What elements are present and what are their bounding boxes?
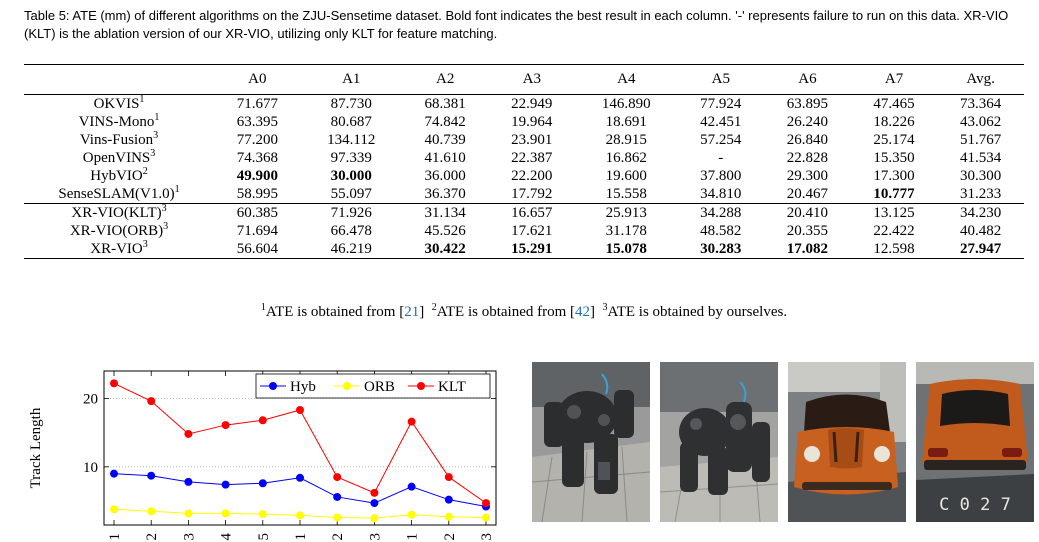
table-cell: 34.810 [700,186,742,202]
column-header: A3 [522,71,541,87]
data-point-hyb [184,478,192,486]
x-tick-label: 3 [367,533,384,541]
x-tick-label: 1 [293,533,309,541]
method-name: HybVIO$^2$ [90,166,148,184]
table-cell: 30.422 [402,240,489,259]
table-row [24,185,1024,204]
data-point-orb [296,511,304,519]
y-tick-label: 20 [83,391,98,408]
table-cell: 51.767 [960,132,1002,148]
table-cell: 74.842 [424,114,466,130]
table-row [24,113,1024,131]
data-point-klt [110,379,118,387]
method-name: XR-VIO(ORB)$^3$ [69,221,169,239]
data-point-hyb [259,479,267,487]
table-row [24,95,1024,114]
track-length-chart [20,362,495,542]
table-cell: 46.219 [301,240,402,259]
column-header: A1 [342,71,361,87]
photo-car-rear [916,362,1034,522]
table-cell: 49.900 [236,168,278,184]
photo-robot-2 [660,362,778,522]
table-cell: 16.657 [488,204,575,223]
table-cell: 17.792 [511,186,553,202]
table-cell: 19.600 [605,168,647,184]
column-header: A7 [884,71,904,87]
table-cell: 45.526 [424,223,466,239]
data-point-orb [408,511,416,519]
table-cell: 30.283 [677,240,764,259]
data-point-klt [482,499,490,507]
table-cell: 13.125 [851,204,938,223]
photo-car-front [788,362,906,522]
y-tick-label: 10 [83,459,98,476]
x-tick-label: 2 [330,533,347,541]
table-cell: 23.901 [511,132,553,148]
table-cell: 34.288 [677,204,764,223]
photo-robot-1 [532,362,650,522]
table-cell: 22.949 [511,96,553,112]
table-cell: 77.924 [700,96,742,112]
citation-link-42[interactable]: 42 [575,304,591,320]
x-tick-label: 3 [479,533,495,541]
x-tick-label: 1 [107,533,123,541]
method-footnote-marker: 3 [163,221,169,232]
data-point-klt [222,421,230,429]
table-cell: 29.300 [786,168,829,184]
legend-label: KLT [438,379,466,395]
legend-swatch-marker [269,382,277,390]
footnote-close-1: ] [419,304,425,320]
table-group-ours [24,204,1024,259]
data-point-klt [147,397,155,405]
method-footnote-marker: 3 [153,130,159,141]
method-footnote-marker: 3 [161,203,167,214]
data-point-orb [184,509,192,517]
table-cell: 63.895 [786,96,829,112]
table-cell: 10.777 [873,186,915,202]
table-cell: 55.097 [330,186,372,202]
table-cell: 134.112 [327,132,376,148]
data-point-klt [408,418,416,426]
table-cell: 22.422 [873,223,915,239]
legend-label: ORB [364,379,395,395]
table-cell: - [718,150,724,166]
data-point-orb [333,513,341,521]
table-group-baselines [24,95,1024,204]
x-tick-label: 3 [181,533,198,541]
table-cell: 40.739 [424,132,466,148]
table-cell: 80.687 [330,114,372,130]
table-cell: 20.410 [764,204,851,223]
table-cell: 22.387 [511,150,553,166]
table-cell: 43.062 [960,114,1002,130]
data-point-orb [482,513,490,521]
table-cell: 30.300 [960,168,1002,184]
legend-swatch-marker [417,382,425,390]
table-cell: 22.200 [511,168,553,184]
footnote-marker-1: 1 [260,302,266,313]
footnote-text-1: ATE is obtained from [ [265,304,405,320]
data-point-hyb [408,483,416,491]
table-cell: 31.233 [960,186,1002,202]
method-footnote-marker: 1 [174,184,180,195]
data-point-hyb [147,472,155,480]
table-cell: 31.134 [402,204,489,223]
method-name: $SenseSLAM(V1.0)^1$ [58,184,180,202]
data-point-orb [147,507,155,515]
table-row [24,149,1024,167]
table-cell: 18.226 [873,114,915,130]
table-row [24,204,1024,223]
table-cell: 20.355 [786,223,829,239]
table-cell: 41.610 [424,150,466,166]
x-tick-label: 1 [404,533,421,541]
column-header-method [24,65,214,95]
data-point-klt [184,430,192,438]
table-cell: 68.381 [424,96,466,112]
table-cell: 19.964 [511,114,553,130]
table-cell: 26.840 [786,132,829,148]
legend-swatch-marker [343,382,351,390]
method-footnote-marker: 1 [154,112,160,123]
table-caption: Table 5: ATE (mm) of different algorithms on the ZJU-Sensetime dataset. Bold font indicates the best result in each column. '-' represents failure to run on this data. XR-VIO (KLT) is the ablation version of our XR-VIO, utilizing only KLT for feature matching. [24,8,1009,41]
table-cell: 22.828 [786,150,829,166]
table-cell: 37.800 [700,168,742,184]
table-cell: 57.254 [700,132,742,148]
column-header: A0 [248,71,267,87]
data-point-klt [259,416,267,424]
table-cell: 28.915 [605,132,647,148]
table-cell: 73.364 [960,96,1002,112]
table-cell: 146.890 [601,96,651,112]
column-header: Avg. [966,71,995,87]
method-name: OKVIS$^1$ [93,94,145,112]
method-footnote-marker: 2 [142,166,148,177]
table-cell: 77.200 [236,132,278,148]
footnote-marker-2: 2 [431,302,437,313]
table-cell: 18.691 [605,114,647,130]
method-name: XR-VIO(KLT)$^3$ [24,204,214,223]
table-cell: 56.604 [214,240,301,259]
method-name: XR-VIO$^3$ [24,240,214,259]
table-row [24,222,1024,240]
table-cell: 15.350 [873,150,915,166]
column-header: A5 [711,71,730,87]
table-cell: 42.451 [700,114,742,130]
track-length-chart-svg [20,362,495,542]
table-cell: 31.178 [605,223,647,239]
column-header: A6 [798,71,817,87]
table-cell: 71.926 [301,204,402,223]
data-point-hyb [222,481,230,489]
table-cell: 58.995 [236,186,278,202]
data-point-hyb [296,474,304,482]
data-point-orb [370,514,378,522]
parking-plate-text: C 0 2 7 [939,495,1011,515]
table-cell: 87.730 [330,96,372,112]
table-cell: 20.467 [786,186,829,202]
table-cell: 71.694 [236,223,278,239]
table-cell: 15.558 [605,186,647,202]
table-cell: 25.913 [575,204,677,223]
table-cell: 36.370 [424,186,466,202]
table-cell: 97.339 [330,150,372,166]
table-cell: 40.482 [960,223,1002,239]
data-point-klt [370,489,378,497]
data-point-hyb [445,496,453,504]
x-tick-label: 2 [441,533,458,541]
table-cell: 17.621 [511,223,553,239]
footnote-marker-3: 3 [602,302,608,313]
table-cell: 26.240 [786,114,829,130]
legend-label: Hyb [290,379,316,395]
table-cell: 74.368 [236,150,278,166]
y-axis-label: Track Length [28,407,44,489]
table-cell: 36.000 [424,168,466,184]
table-cell: 15.078 [575,240,677,259]
table-cell: 17.082 [764,240,851,259]
data-point-hyb [333,493,341,501]
series-line-klt [114,383,486,503]
table-cell: 63.395 [236,114,278,130]
table-cell: 71.677 [236,96,278,112]
table-cell: 15.291 [488,240,575,259]
table-cell: 30.000 [330,168,372,184]
footnote-text-2: ATE is obtained from [ [436,304,576,320]
table-row [24,131,1024,149]
data-point-hyb [110,470,118,478]
table-cell: 27.947 [937,240,1024,259]
table-header-row [24,65,1024,95]
table-cell: 48.582 [700,223,742,239]
table-cell: 16.862 [605,150,647,166]
footnote-close-2: ] [590,304,596,320]
x-tick-label: 5 [255,533,272,541]
method-name: VINS-Mono$^1$ [78,112,160,130]
table-row [24,167,1024,185]
data-point-orb [110,505,118,513]
table-row [24,240,1024,259]
table-cell: 66.478 [330,223,372,239]
column-header: A2 [435,71,455,87]
x-tick-label: 4 [218,533,235,541]
table-cell: 60.385 [214,204,301,223]
data-point-orb [222,509,230,517]
x-tick-label: 2 [144,533,161,541]
method-footnote-marker: 1 [139,94,145,105]
data-point-klt [445,473,453,481]
table-cell: 17.300 [873,168,915,184]
method-footnote-marker: 3 [150,148,156,159]
data-point-klt [296,406,304,414]
data-point-klt [333,473,341,481]
method-name: Vins-Fusion$^3$ [79,130,159,148]
table-cell: 47.465 [873,96,915,112]
footnote-text-3: ATE is obtained by ourselves. [607,304,788,320]
table-cell: 12.598 [851,240,938,259]
data-point-orb [445,513,453,521]
table-cell: 25.174 [873,132,915,148]
column-header: A4 [617,71,636,87]
table-footnote [24,304,1024,321]
table-cell: 41.534 [960,150,1002,166]
data-point-orb [259,510,267,518]
ate-table [24,64,1024,259]
method-footnote-marker: 3 [142,239,148,250]
data-point-hyb [370,499,378,507]
method-name: OpenVINS$^3$ [82,148,156,166]
citation-link-21[interactable]: 21 [404,304,420,320]
table-cell: 34.230 [937,204,1024,223]
